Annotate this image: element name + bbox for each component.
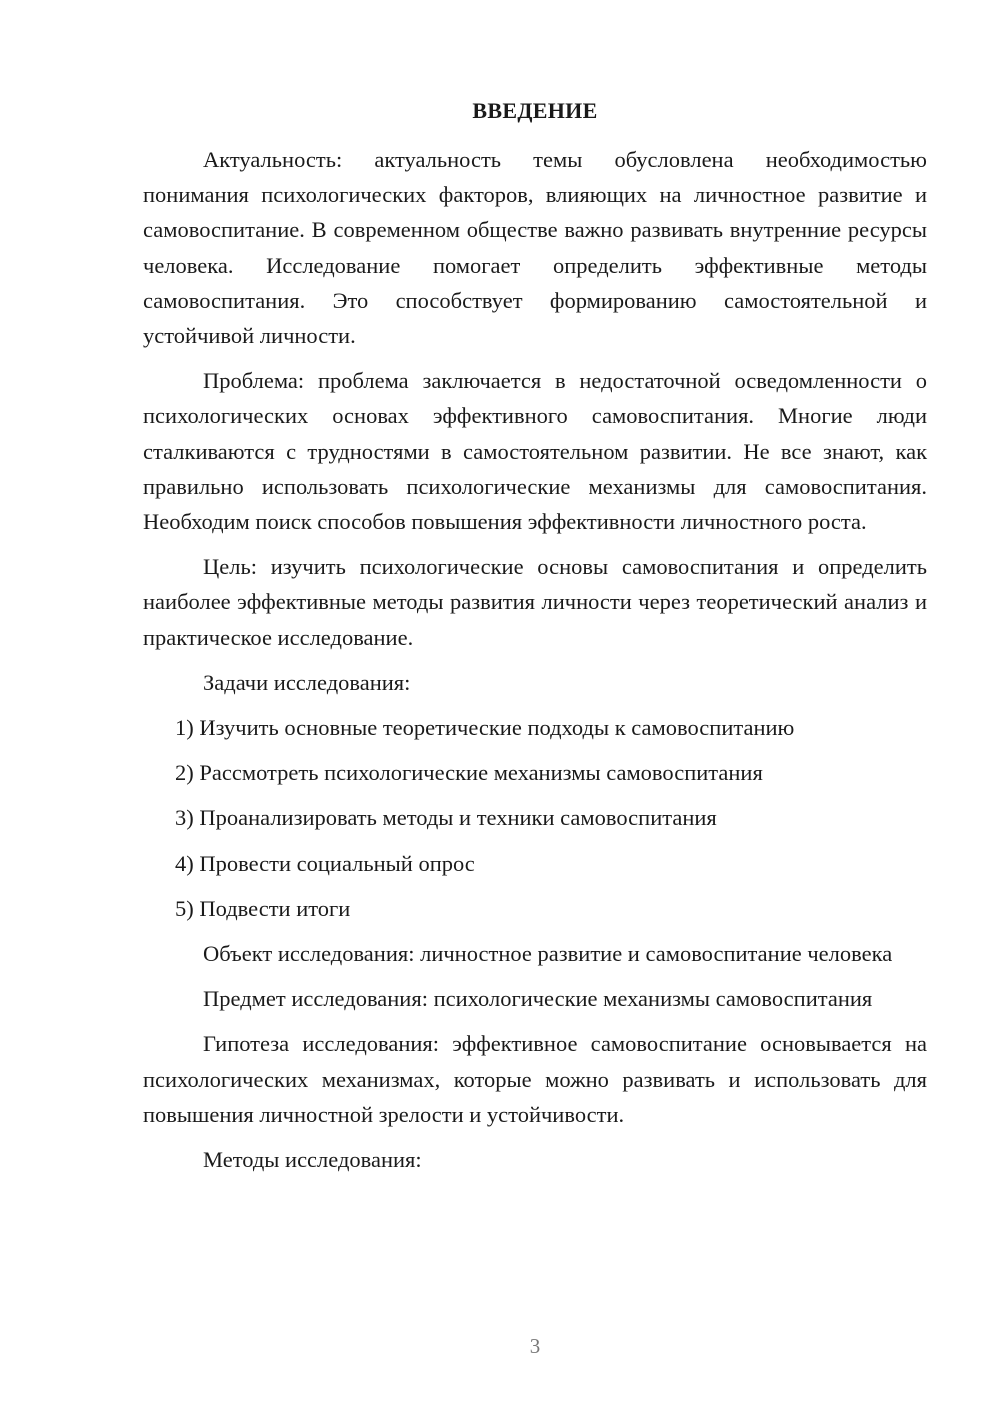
document-body [143, 142, 927, 1187]
list-item: 5) Подвести итоги [175, 895, 351, 921]
list-item: 1) Изучить основные теоретические подходы к самовоспитанию [175, 715, 795, 741]
page-number: 3 [529, 1334, 541, 1358]
problem-paragraph: Проблема: проблема заключается в недостаточной осведомленности о психологических основах эффективного самовоспитания. Многие люди сталкиваются с трудностями в самостоятельном развитии. Не все знают, как правильно использовать психологические механизмы для самовоспитания. Необходим поиск способов повышения эффективности личностного роста. [143, 368, 927, 535]
relevance-paragraph: Актуальность: актуальность темы обусловлена необходимостью понимания психологических факторов, влияющих на личностное развитие и самовоспитание. В современном обществе важно развивать внутренние ресурсы человека. Исследование помогает определить эффективные методы самовоспитания. Это способствует формированию самостоятельной и устойчивой личности. [143, 147, 927, 349]
hypothesis-paragraph: Гипотеза исследования: эффективное самовоспитание основывается на психологических механизмах, которые можно развивать и использовать для повышения личностной зрелости и устойчивости. [143, 1031, 927, 1127]
page-title: ВВЕДЕНИЕ [472, 98, 598, 123]
object-paragraph: Объект исследования: личностное развитие и самовоспитание человека [203, 941, 893, 967]
list-item: 3) Проанализировать методы и техники самовоспитания [175, 805, 717, 831]
list-item: 2) Рассмотреть психологические механизмы самовоспитания [175, 760, 763, 786]
list-item: 4) Провести социальный опрос [175, 850, 475, 876]
tasks-list [143, 710, 927, 926]
subject-paragraph: Предмет исследования: психологические механизмы самовоспитания [203, 986, 873, 1012]
goal-paragraph: Цель: изучить психологические основы самовоспитания и определить наиболее эффективные методы развития личности через теоретический анализ и практическое исследование. [143, 554, 927, 650]
methods-heading: Методы исследования: [203, 1147, 422, 1173]
tasks-heading: Задачи исследования: [203, 669, 411, 695]
